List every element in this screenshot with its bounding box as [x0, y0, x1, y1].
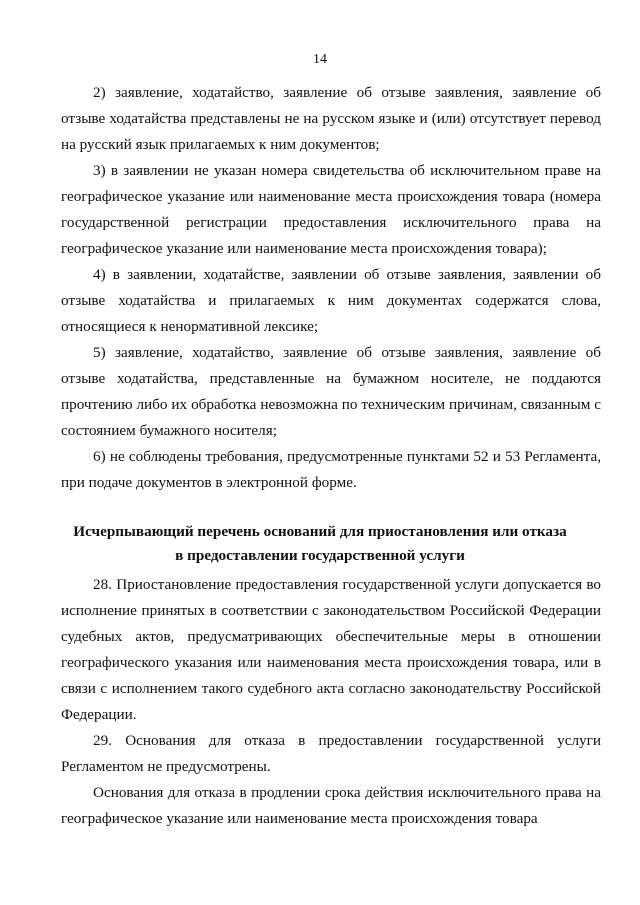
section-heading-line-1: Исчерпывающий перечень оснований для приостановления или отказа — [73, 523, 567, 540]
list-item — [61, 262, 601, 340]
paragraph-29: 29. Основания для отказа в предоставлении государственной услуги Регламентом не предусмотрены. — [61, 732, 601, 775]
list-item — [61, 444, 601, 496]
list-item — [61, 80, 601, 158]
section-heading-line-2: в предоставлении государственной услуги — [175, 547, 465, 564]
paragraph-item-2: 2) заявление, ходатайство, заявление об отзыве заявления, заявление об отзыве ходатайства представлены не на русском языке и (или) отсутствует перевод на русский язык прилагаемых к ним документов; — [61, 84, 601, 153]
list-item — [61, 158, 601, 262]
paragraph-extension-refusal: Основания для отказа в продлении срока действия исключительного права на географическое указание или наименование места происхождения товара — [61, 784, 601, 827]
section-heading — [40, 520, 600, 568]
list-item — [61, 340, 601, 444]
paragraph-item-3: 3) в заявлении не указан номера свидетельства об исключительном праве на географическое указание или наименование места происхождения товара (номера государственной регистрации предоставления исключительного права на географическое указание или наименование места происхождения товара); — [61, 162, 601, 257]
paragraph-item-4: 4) в заявлении, ходатайстве, заявлении об отзыве заявления, заявлении об отзыве ходатайства и прилагаемых к ним документах содержатся слова, относящиеся к ненормативной лексике; — [61, 266, 601, 335]
page-number: 14 — [313, 52, 327, 67]
section-paragraph — [61, 780, 601, 832]
paragraph-item-6: 6) не соблюдены требования, предусмотренные пунктами 52 и 53 Регламента, при подаче документов в электронной форме. — [61, 448, 601, 491]
paragraph-28: 28. Приостановление предоставления государственной услуги допускается во исполнение принятых в соответствии с законодательством Российской Федерации судебных актов, предусматривающих обеспечительные меры в отношении географического указания или наименования места происхождения товара, или в связи с исполнением такого судебного акта согласно законодательству Российской Федерации. — [61, 576, 601, 723]
paragraph-item-5: 5) заявление, ходатайство, заявление об отзыве заявления, заявление об отзыве ходатайства, представленные на бумажном носителе, не поддаются прочтению либо их обработка невозможна по техническим причинам, связанным с состоянием бумажного носителя; — [61, 344, 601, 439]
section-paragraph — [61, 572, 601, 728]
section-paragraph — [61, 728, 601, 780]
